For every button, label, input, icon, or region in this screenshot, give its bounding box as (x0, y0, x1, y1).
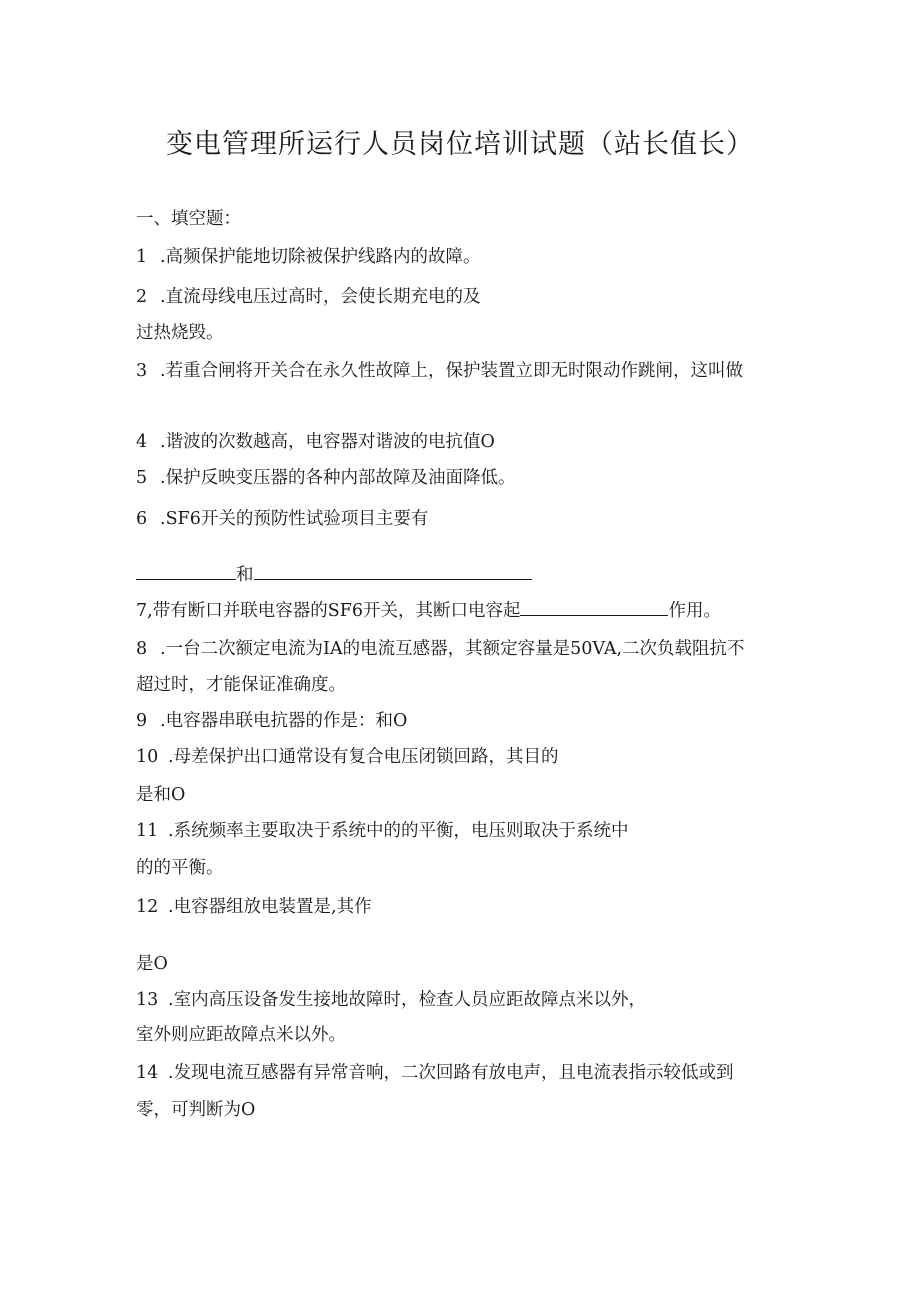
question-2 (136, 286, 481, 308)
question-text: .保护反映变压器的各种内部故障及油面降低。 (160, 468, 516, 488)
question-text: .系统频率主要取决于系统中的的平衡，电压则取决于系统中 (168, 821, 629, 841)
question-tail: 作用。 (668, 601, 721, 621)
question-4 (136, 431, 495, 453)
question-11 (136, 820, 629, 842)
question-number: 5 (136, 468, 148, 488)
question-8-continuation: 超过时，才能保证准确度。 (136, 675, 346, 695)
connector-text: 和 (236, 565, 254, 585)
question-number: 6 (136, 509, 148, 529)
question-number: 2 (136, 287, 148, 307)
question-13 (136, 989, 646, 1011)
question-1 (136, 246, 481, 268)
question-10 (136, 746, 559, 768)
question-number: 13 (136, 990, 159, 1010)
page-title: 变电管理所运行人员岗位培训试题（站长值长） (166, 129, 754, 160)
question-14-continuation: 零，可判断为O (136, 1100, 256, 1120)
answer-blank (254, 565, 532, 580)
question-text: .母差保护出口通常设有复合电压闭锁回路，其目的 (168, 747, 559, 767)
question-number: 14 (136, 1063, 159, 1083)
question-text: .谐波的次数越高，电容器对谐波的电抗值O (160, 432, 495, 452)
question-5 (136, 467, 516, 489)
question-6 (136, 508, 428, 530)
question-9 (136, 710, 407, 732)
question-13-continuation: 室外则应距故障点米以外。 (136, 1025, 346, 1045)
question-text: .电容器串联电抗器的作是：和O (160, 711, 408, 731)
section-heading: 一、填空题： (136, 209, 241, 229)
question-12 (136, 896, 372, 918)
question-number: 8 (136, 639, 148, 659)
question-3 (136, 360, 743, 382)
question-number: 3 (136, 361, 148, 381)
question-text: .高频保护能地切除被保护线路内的故障。 (160, 247, 481, 267)
question-12-continuation: 是O (136, 954, 168, 974)
question-number: 9 (136, 711, 148, 731)
question-text: .若重合闸将开关合在永久性故障上，保护装置立即无时限动作跳闸，这叫做 (160, 361, 744, 381)
question-number: 12 (136, 897, 159, 917)
question-text: .SF6开关的预防性试验项目主要有 (160, 509, 429, 529)
question-text: 带有断口并联电容器的SF6开关，其断口电容起 (152, 601, 521, 621)
question-7 (136, 600, 721, 622)
answer-blank (520, 601, 668, 616)
question-number: 10 (136, 747, 159, 767)
question-text: .室内高压设备发生接地故障时，检查人员应距故障点米以外， (168, 990, 647, 1010)
answer-blank (136, 565, 236, 580)
question-number: 4 (136, 432, 148, 452)
question-2-continuation: 过热烧毁。 (136, 323, 224, 343)
question-number: 1 (136, 247, 148, 267)
question-text: .电容器组放电装置是,其作 (168, 897, 372, 917)
question-6-blanks (136, 564, 532, 586)
question-text: .发现电流互感器有异常音响，二次回路有放电声，且电流表指示较低或到 (168, 1063, 734, 1083)
question-text: .一台二次额定电流为IA的电流互感器，其额定容量是50VA,二次负载阻抗不 (160, 639, 745, 659)
question-8 (136, 638, 745, 660)
question-text: .直流母线电压过高时，会使长期充电的及 (160, 287, 481, 307)
question-14 (136, 1062, 734, 1084)
question-number: 11 (136, 821, 159, 841)
question-number: 7, (136, 601, 153, 621)
question-11-continuation: 的的平衡。 (136, 858, 224, 878)
question-10-continuation: 是和O (136, 785, 186, 805)
